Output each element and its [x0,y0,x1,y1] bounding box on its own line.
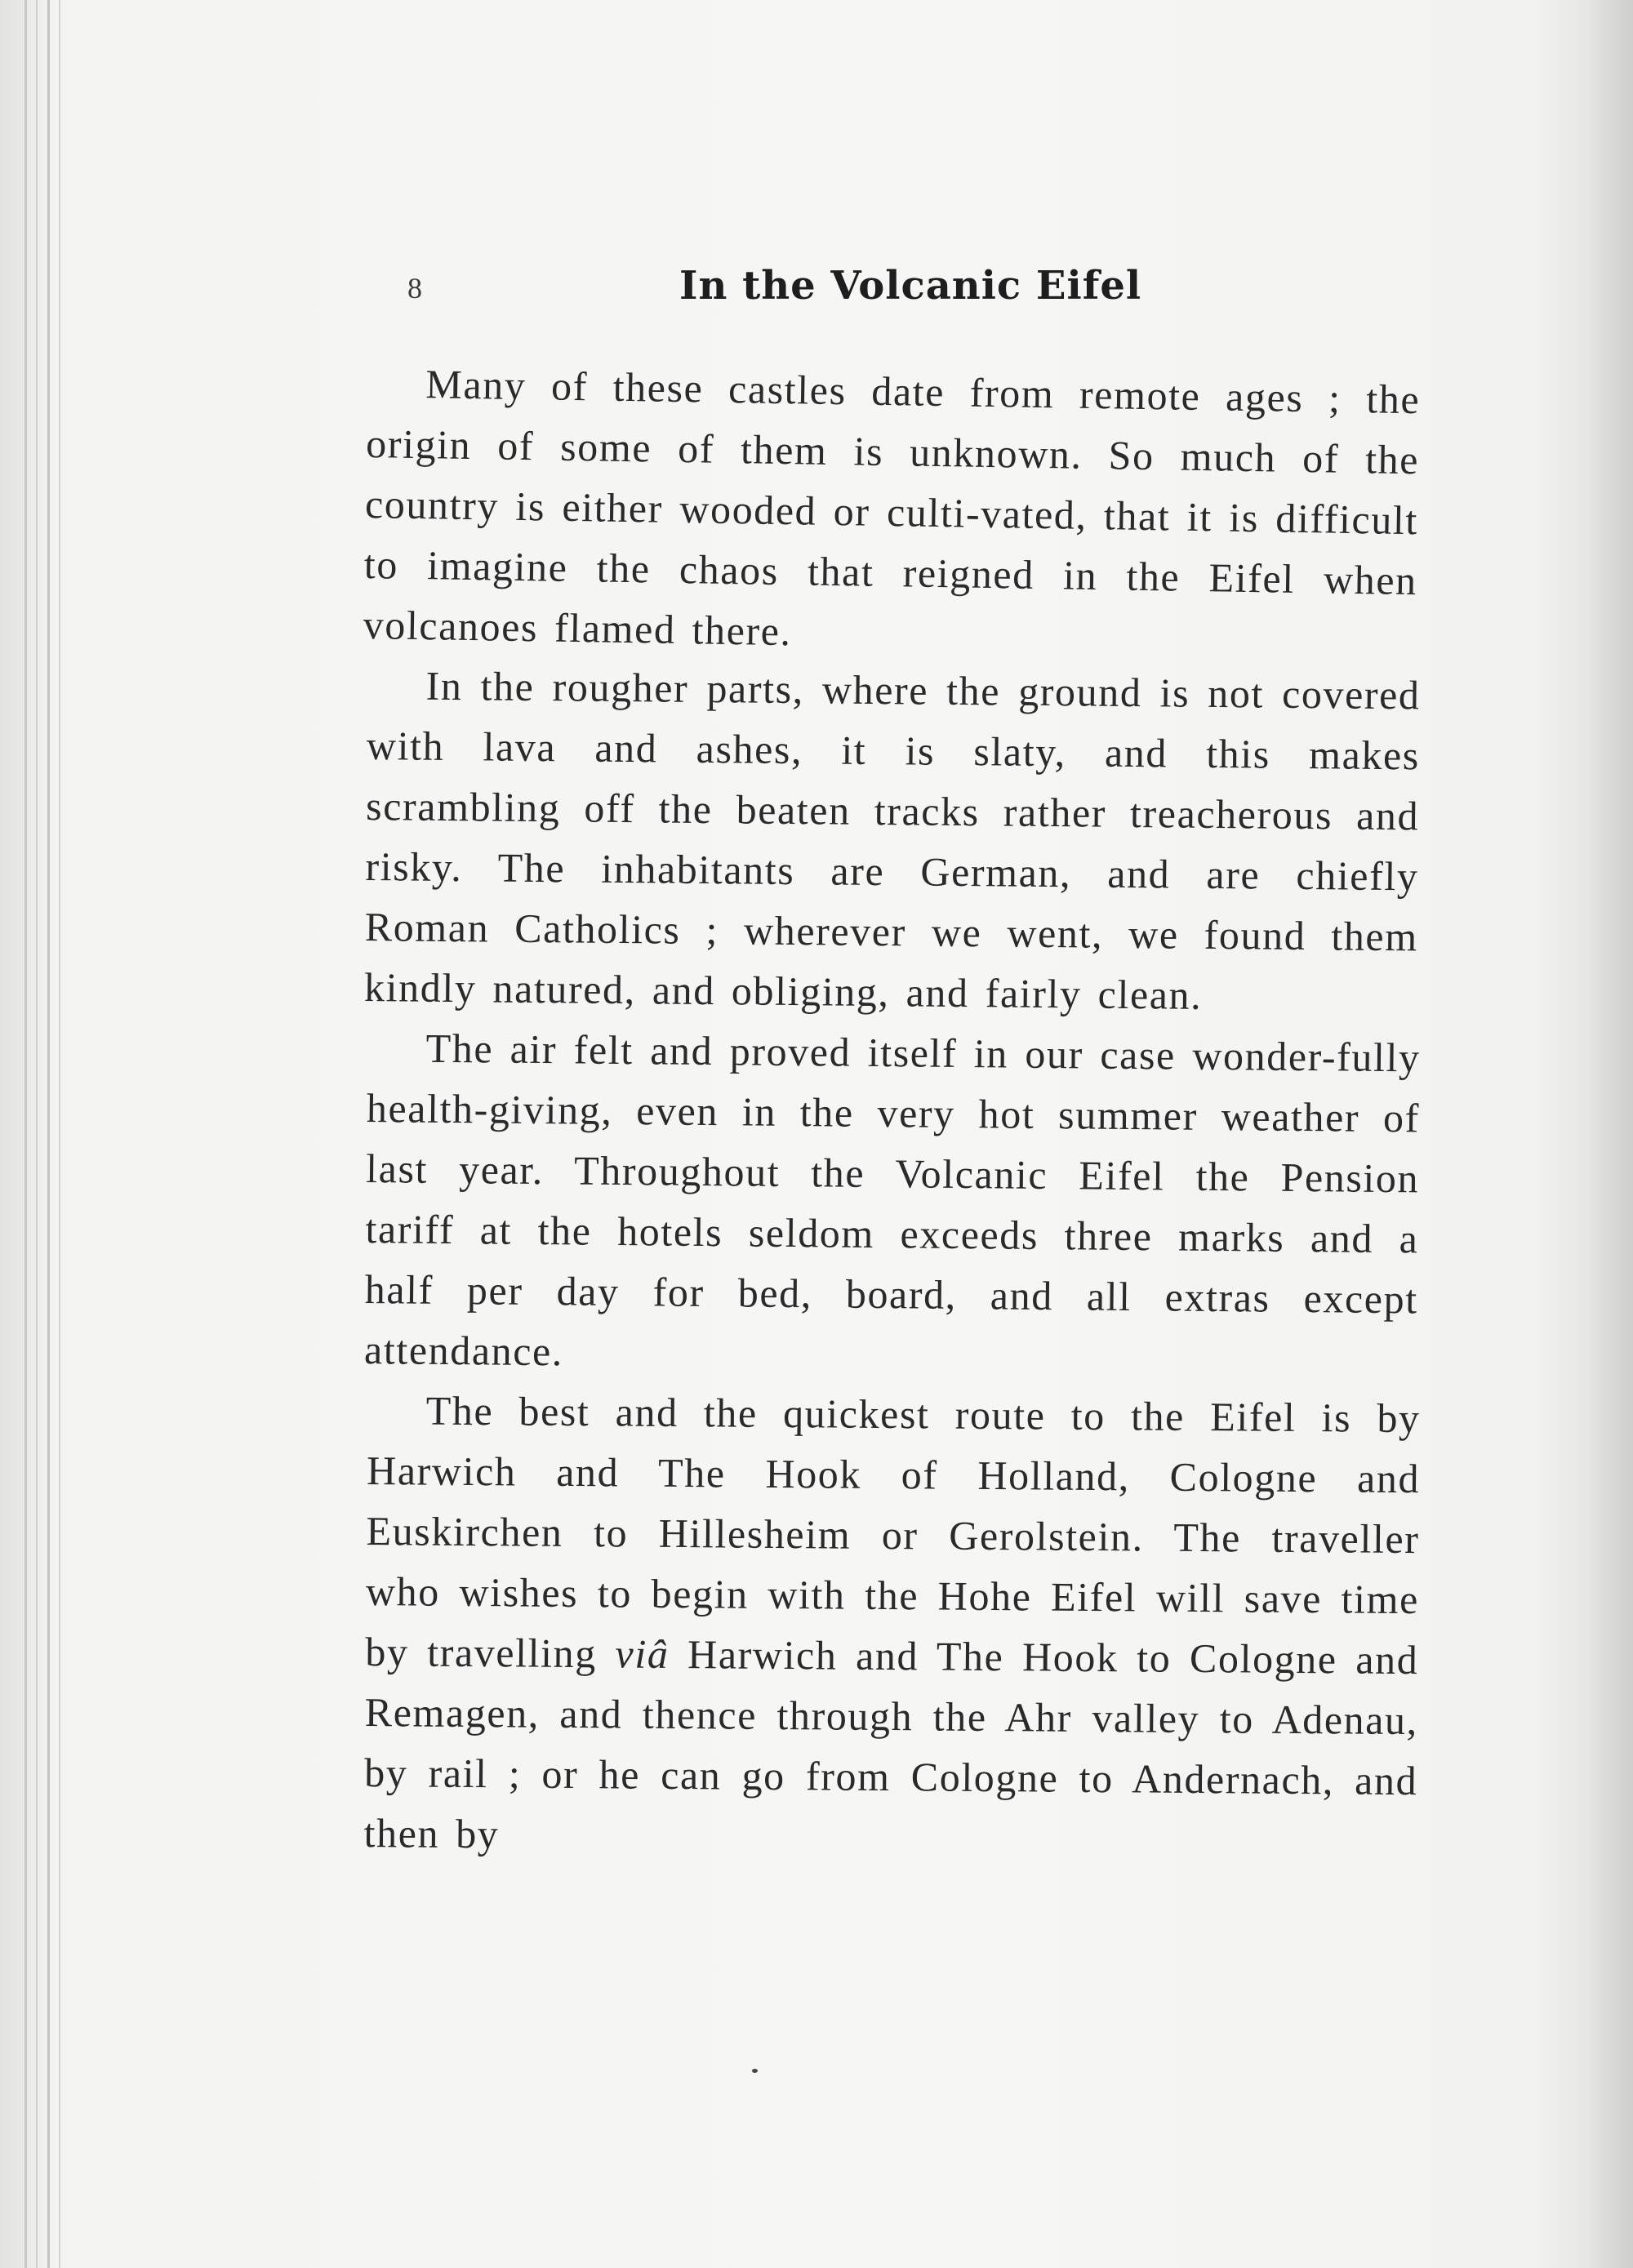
paragraph-text: Harwich and The Hook to Cologne and Remagen, and thence through the Ahr valley to Adenau, by rail ; or he can go from Cologne to Andernach, and then by [363,1631,1419,1857]
page-number: 8 [407,272,422,305]
body-text [363,353,1421,1863]
ink-speck [752,2069,758,2073]
binding-shadow-line [24,0,27,2268]
binding-shadow-line [47,0,50,2268]
running-title: In the Volcanic Eifel [679,263,1142,309]
paragraph: Many of these castles date from remote ages ; the origin of some of them is unknown. So much of the country is either wooded or culti-vated, that it is difficult to imagine the chaos that reigned in the Eifel when volcanoes flamed there. [363,361,1421,655]
paragraph: In the rougher parts, where the ground is not covered with lava and ashes, it is slaty, and this makes scrambling off the beaten tracks rather treacherous and risky. The inhabitants are German, and are chiefly Roman Catholics ; wherever we went, we found them kindly natured, and obliging, and fairly clean. [363,662,1421,1018]
italic-via: viâ [615,1630,670,1677]
page-edge-shadow [1588,0,1633,2268]
paragraph: The air felt and proved itself in our case wonder-fully health-giving, even in the very hot summer weather of last year. Throughout the Volcanic Eifel the Pension tariff at the hotels seldom exceeds three marks and a half per day for bed, board, and all extras except attendance. [363,1025,1421,1375]
page-header [392,263,1208,335]
binding-shadow-line [59,0,60,2268]
paragraph [363,1380,1421,1871]
paragraph-text: The best and the quickest route to the Eifel is by Harwich and The Hook of Holland, Cologne and Euskirchen to Hillesheim or Gerolstein. The traveller who wishes to begin with the Hohe Eifel will save time by travelling [365,1387,1421,1677]
binding-shadow-line [36,0,38,2268]
